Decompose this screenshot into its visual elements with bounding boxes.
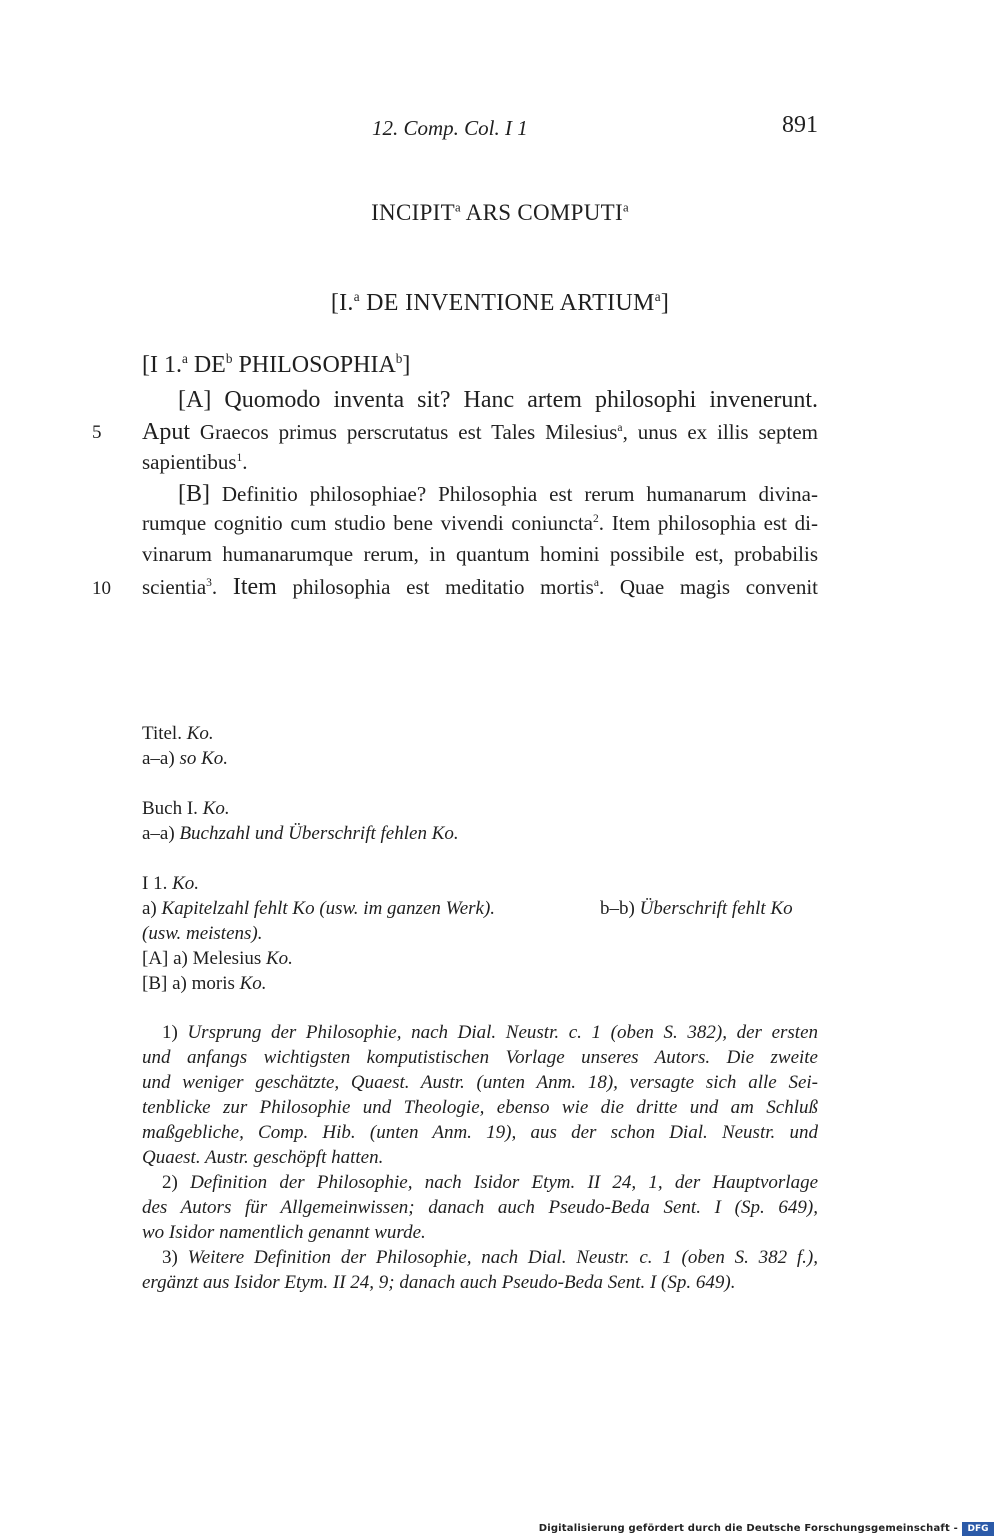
- text-line-1: [A] Quomodo inventa sit? Hanc artem philosophi invenerunt.: [178, 387, 818, 413]
- apparatus-note-A: [142, 948, 293, 970]
- apparatus-chapter-note-b-text: Überschrift fehlt Ko: [639, 898, 793, 919]
- apparatus-chapter-note-a: [142, 898, 495, 920]
- apparatus-chapter-note-b-cont: [142, 923, 263, 945]
- digitization-footer: [538, 1518, 1000, 1540]
- line-number-10: 10: [92, 578, 111, 599]
- text-line-2-sup: a: [617, 422, 623, 434]
- text-line-6: vinarum humanarumque rerum, in quantum homini possibile est, probabilis: [142, 542, 818, 566]
- apparatus-note-B-source: Ko.: [239, 973, 267, 994]
- text-line-5-b: . Item philosophia est di-: [598, 511, 819, 535]
- text-line-3-sup: 1: [236, 452, 243, 464]
- apparatus-book-note: [142, 823, 459, 845]
- footnote-2-line-1: [162, 1172, 818, 1194]
- chapter-heading: [142, 352, 410, 379]
- running-head-title: 12. Comp. Col. I 1: [372, 116, 528, 140]
- dfg-logo: DFG: [962, 1522, 994, 1536]
- text-line-4-b: Definitio philosophiae? Philosophia est rerum humanarum divina-: [210, 482, 818, 506]
- chapter-sup1: a: [181, 351, 188, 366]
- apparatus-note-B: [142, 973, 267, 995]
- text-line-7-a: scientia: [142, 575, 207, 599]
- incipit-heading: [0, 200, 1000, 226]
- footnote-3-line-1: [162, 1247, 818, 1269]
- chapter-p3: PHILOSOPHIA: [232, 352, 396, 378]
- footnote-1-line-3: und weniger geschätzte, Quaest. Austr. (unten Anm. 18), versagte sich alle Sei-: [142, 1072, 818, 1093]
- chapter-sup2: b: [225, 351, 233, 366]
- apparatus-note-A-text: [A] a) Melesius: [142, 948, 266, 969]
- text-line-5-sup: 2: [593, 513, 599, 525]
- chapter-p2: DE: [187, 352, 226, 378]
- apparatus-book-label: Buch I.: [142, 798, 203, 819]
- footnote-1-line-2: und anfangs wichtigsten komputistischen Vorlage unseres Autors. Die zweite: [142, 1047, 818, 1068]
- text-line-7: [142, 575, 818, 599]
- apparatus-title: [142, 723, 214, 745]
- text-line-4-a: [B]: [178, 481, 210, 507]
- footnote-1-line-1: [162, 1022, 818, 1044]
- chapter-p1: [I 1.: [142, 352, 182, 378]
- text-line-4: [178, 482, 818, 506]
- footnote-1-line-6: Quaest. Austr. geschöpft hatten.: [142, 1147, 384, 1168]
- apparatus-chapter: [142, 873, 199, 895]
- apparatus-note-B-text: [B] a) moris: [142, 973, 240, 994]
- line-number-5: 5: [92, 422, 102, 443]
- text-line-5: [142, 513, 818, 534]
- book-sup1: a: [353, 289, 360, 304]
- chapter-p4: ]: [402, 352, 411, 378]
- footer-text: Digitalisierung gefördert durch die Deutsche Forschungsgemeinschaft -: [538, 1523, 958, 1534]
- running-head: [0, 112, 1000, 144]
- apparatus-book-source: Ko.: [202, 798, 230, 819]
- apparatus-book-note-text: Buchzahl und Überschrift fehlen Ko.: [179, 823, 459, 844]
- apparatus-chapter-source: Ko.: [172, 873, 200, 894]
- footnote-2-line-3: wo Isidor namentlich genannt wurde.: [142, 1222, 426, 1243]
- apparatus-chapter-note-b-mark: b–b): [600, 898, 640, 919]
- apparatus-book: [142, 798, 230, 820]
- footnote-3-line-2: ergänzt aus Isidor Etym. II 24, 9; danach auch Pseudo-Beda Sent. I (Sp. 649).: [142, 1272, 736, 1293]
- apparatus-title-label: Titel.: [142, 723, 187, 744]
- footnote-1-number: 1): [162, 1022, 188, 1043]
- footnote-2-text: Definition der Philosophie, nach Isidor Etym. II 24, 1, der Hauptvorlage: [190, 1172, 818, 1193]
- text-line-7-sup2: a: [593, 577, 599, 589]
- text-line-7-b: .: [211, 575, 233, 599]
- text-line-2-b: Graecos primus perscrutatus est Tales Milesius: [190, 420, 618, 444]
- incipit-sup1: a: [454, 200, 461, 215]
- page-number: 891: [782, 112, 818, 138]
- text-line-3-b: .: [242, 450, 248, 474]
- apparatus-title-note-text: so Ko.: [179, 748, 229, 769]
- text-line-7-c: Item: [232, 574, 277, 600]
- text-line-7-d: philosophia est meditatio mortis: [276, 575, 594, 599]
- footnote-3-text: Weitere Definition der Philosophie, nach Dial. Neustr. c. 1 (oben S. 382 f.),: [187, 1247, 818, 1268]
- footnote-1-text: Ursprung der Philosophie, nach Dial. Neustr. c. 1 (oben S. 382), der ersten: [187, 1022, 818, 1043]
- book-heading: [0, 290, 1000, 317]
- text-line-7-sup: 3: [206, 577, 212, 589]
- apparatus-title-note-mark: a–a): [142, 748, 180, 769]
- text-line-5-a: rumque cognitio cum studio bene vivendi coniuncta: [142, 511, 593, 535]
- book-p3: ]: [660, 290, 670, 316]
- text-line-2: [142, 420, 818, 444]
- incipit-sup2: a: [622, 200, 629, 215]
- apparatus-book-note-mark: a–a): [142, 823, 180, 844]
- footnote-1-line-4: tenblicke zur Philosophie und Theologie, ebenso wie die dritte und am Schluß: [142, 1097, 818, 1118]
- chapter-sup3: b: [395, 351, 403, 366]
- text-line-7-e: . Quae magis convenit: [598, 575, 819, 599]
- text-line-3-a: sapientibus: [142, 450, 237, 474]
- apparatus-note-A-source: Ko.: [266, 948, 293, 969]
- apparatus-chapter-note-b: [600, 898, 793, 920]
- apparatus-chapter-note-b-cont-text: (usw. meistens).: [142, 923, 263, 944]
- incipit-w2: ARS COMPUTI: [460, 200, 623, 225]
- book-p2: DE INVENTIONE ARTIUM: [359, 290, 655, 316]
- apparatus-title-source: Ko.: [186, 723, 214, 744]
- apparatus-chapter-note-a-mark: a): [142, 898, 162, 919]
- apparatus-chapter-label: I 1.: [142, 873, 173, 894]
- footnote-2-number: 2): [162, 1172, 191, 1193]
- text-line-2-c: , unus ex illis septem: [622, 420, 818, 444]
- book-sup2: a: [654, 289, 661, 304]
- text-line-3: [142, 452, 818, 473]
- footnote-1-line-5: maßgebliche, Comp. Hib. (unten Anm. 19), aus der schon Dial. Neustr. und: [142, 1122, 818, 1143]
- text-line-2-a: Aput: [142, 419, 190, 445]
- apparatus-chapter-note-a-text: Kapitelzahl fehlt Ko (usw. im ganzen Werk).: [161, 898, 496, 919]
- footnote-3-number: 3): [162, 1247, 188, 1268]
- footnote-2-line-2: des Autors für Allgemeinwissen; danach auch Pseudo-Beda Sent. I (Sp. 649),: [142, 1197, 818, 1218]
- book-p1: [I.: [330, 290, 354, 316]
- apparatus-title-note: [142, 748, 228, 770]
- incipit-w1: INCIPIT: [371, 200, 455, 225]
